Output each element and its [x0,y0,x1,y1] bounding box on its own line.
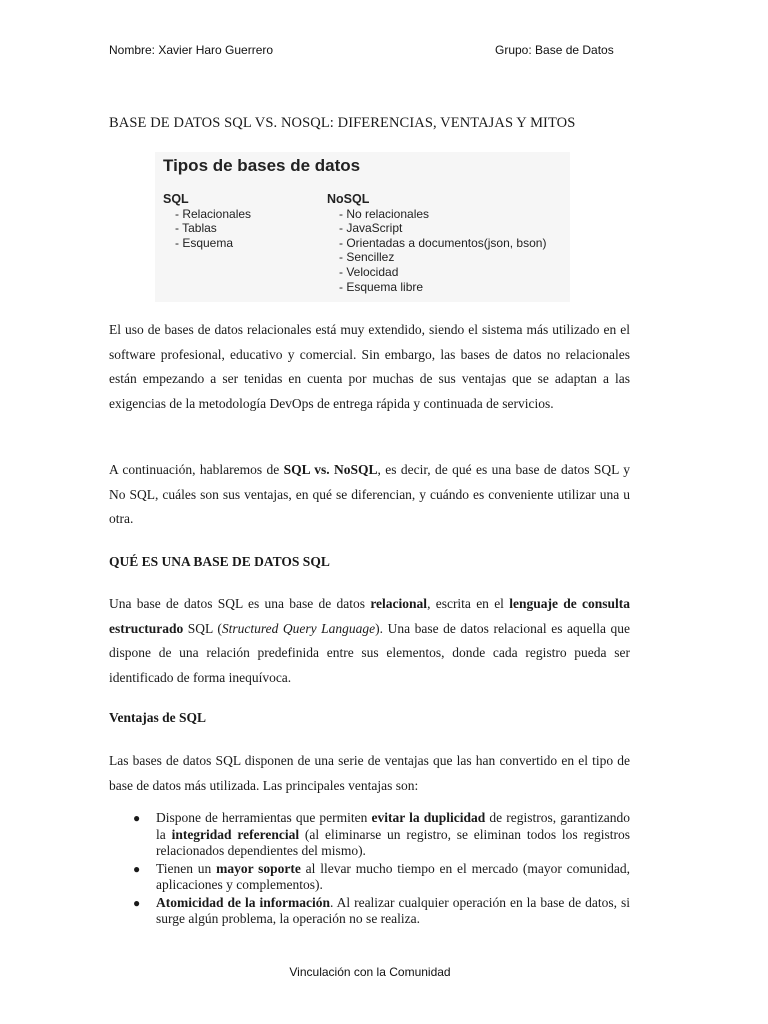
page-footer: Vinculación con la Comunidad [289,965,451,979]
figure-nosql-item: - No relacionales [339,206,430,221]
italic-run: Structured Query Language [221,620,376,636]
figure-nosql-item: - Orientadas a documentos(json, bson) [339,235,547,250]
header-group: Grupo: Base de Datos [495,43,614,57]
section-heading-advantages: Ventajas de SQL [109,710,207,725]
figure-nosql-column [327,192,546,294]
section-heading-sql: QUÉ ES UNA BASE DE DATOS SQL [109,554,330,569]
bold-run: Atomicidad de la información [156,894,330,910]
list-item [109,861,630,894]
text-run: de registros, garantizando la [156,810,630,842]
bullet-icon: ● [133,895,141,910]
list-item [109,895,630,928]
figure-nosql-item: - Velocidad [339,264,399,279]
intro-paragraph: El uso de bases de datos relacionales está muy extendido, siendo el sistema más utilizado en el software profesional, educativo y comercial. Sin embargo, las bases de datos no relacionales están empezando a ser tenidas en cuenta por muchas de sus ventajas que se adaptan a las exigencias de la metodología DevOps de entrega rápida y continuada de servicios. [109,322,630,411]
bullet-icon: ● [133,861,141,876]
bold-run: evitar la duplicidad [371,810,486,825]
text-run: Dispone de herramientas que permiten [156,810,372,825]
paragraph-sql-vs-nosql [109,458,630,532]
advantages-list [109,810,630,929]
figure-sql-item: - Relacionales [175,206,252,221]
paragraph-what-is-sql [109,592,630,690]
text-run: Tienen un [156,860,217,876]
text-run: ). Una base de datos relacional es aquella que dispone de una relación predefinida entre sus elementos, donde cada registro pueda ser identificado de forma inequívoca. [109,620,630,685]
text-run: , escrita en el [427,596,510,611]
bold-run: relacional [370,596,428,611]
figure-sql-item: - Esquema [175,235,234,250]
bold-run: integridad referencial [171,826,300,842]
document-title: BASE DE DATOS SQL VS. NOSQL: DIFERENCIAS, VENTAJAS Y MITOS [109,115,576,131]
bold-run: lenguaje de consulta estructurado [109,596,630,636]
figure-sql-item: - Tablas [175,221,217,236]
text-run: . Al realizar cualquier operación en la base de datos, si surge algún problema, la operación no se realiza. [156,894,630,926]
database-types-figure [155,152,570,302]
text-run: (al eliminarse un registro, se eliminan todos los registros relacionados dependientes del mismo). [156,826,630,858]
text-run: al llevar mucho tiempo en el mercado (mayor comunidad, aplicaciones y complementos). [156,860,630,892]
figure-sql-column [163,192,251,250]
figure-nosql-item: - Sencillez [339,250,395,265]
figure-nosql-item: - Esquema libre [339,279,424,294]
advantages-intro: Las bases de datos SQL disponen de una serie de ventajas que las han convertido en el tipo de base de datos más utilizada. Las principales ventajas son: [109,753,630,793]
bullet-icon: ● [133,811,141,825]
bold-run: mayor soporte [216,860,301,876]
header-name: Nombre: Xavier Haro Guerrero [109,43,274,57]
list-item [109,810,630,860]
figure-sql-heading: SQL [163,192,189,206]
text-run: A continuación, hablaremos de [109,462,284,477]
text-run: SQL ( [183,620,222,636]
figure-nosql-item: - JavaScript [339,221,403,236]
figure-nosql-heading: NoSQL [327,192,370,206]
text-run: , es decir, de qué es una base de datos SQL y No SQL, cuáles son sus ventajas, en qué se diferencian, y cuándo es conveniente utilizar una u otra. [109,462,631,527]
bold-run: SQL vs. NoSQL [283,462,378,477]
figure-title: Tipos de bases de datos [163,156,361,175]
text-run: Una base de datos SQL es una base de datos [109,596,371,611]
